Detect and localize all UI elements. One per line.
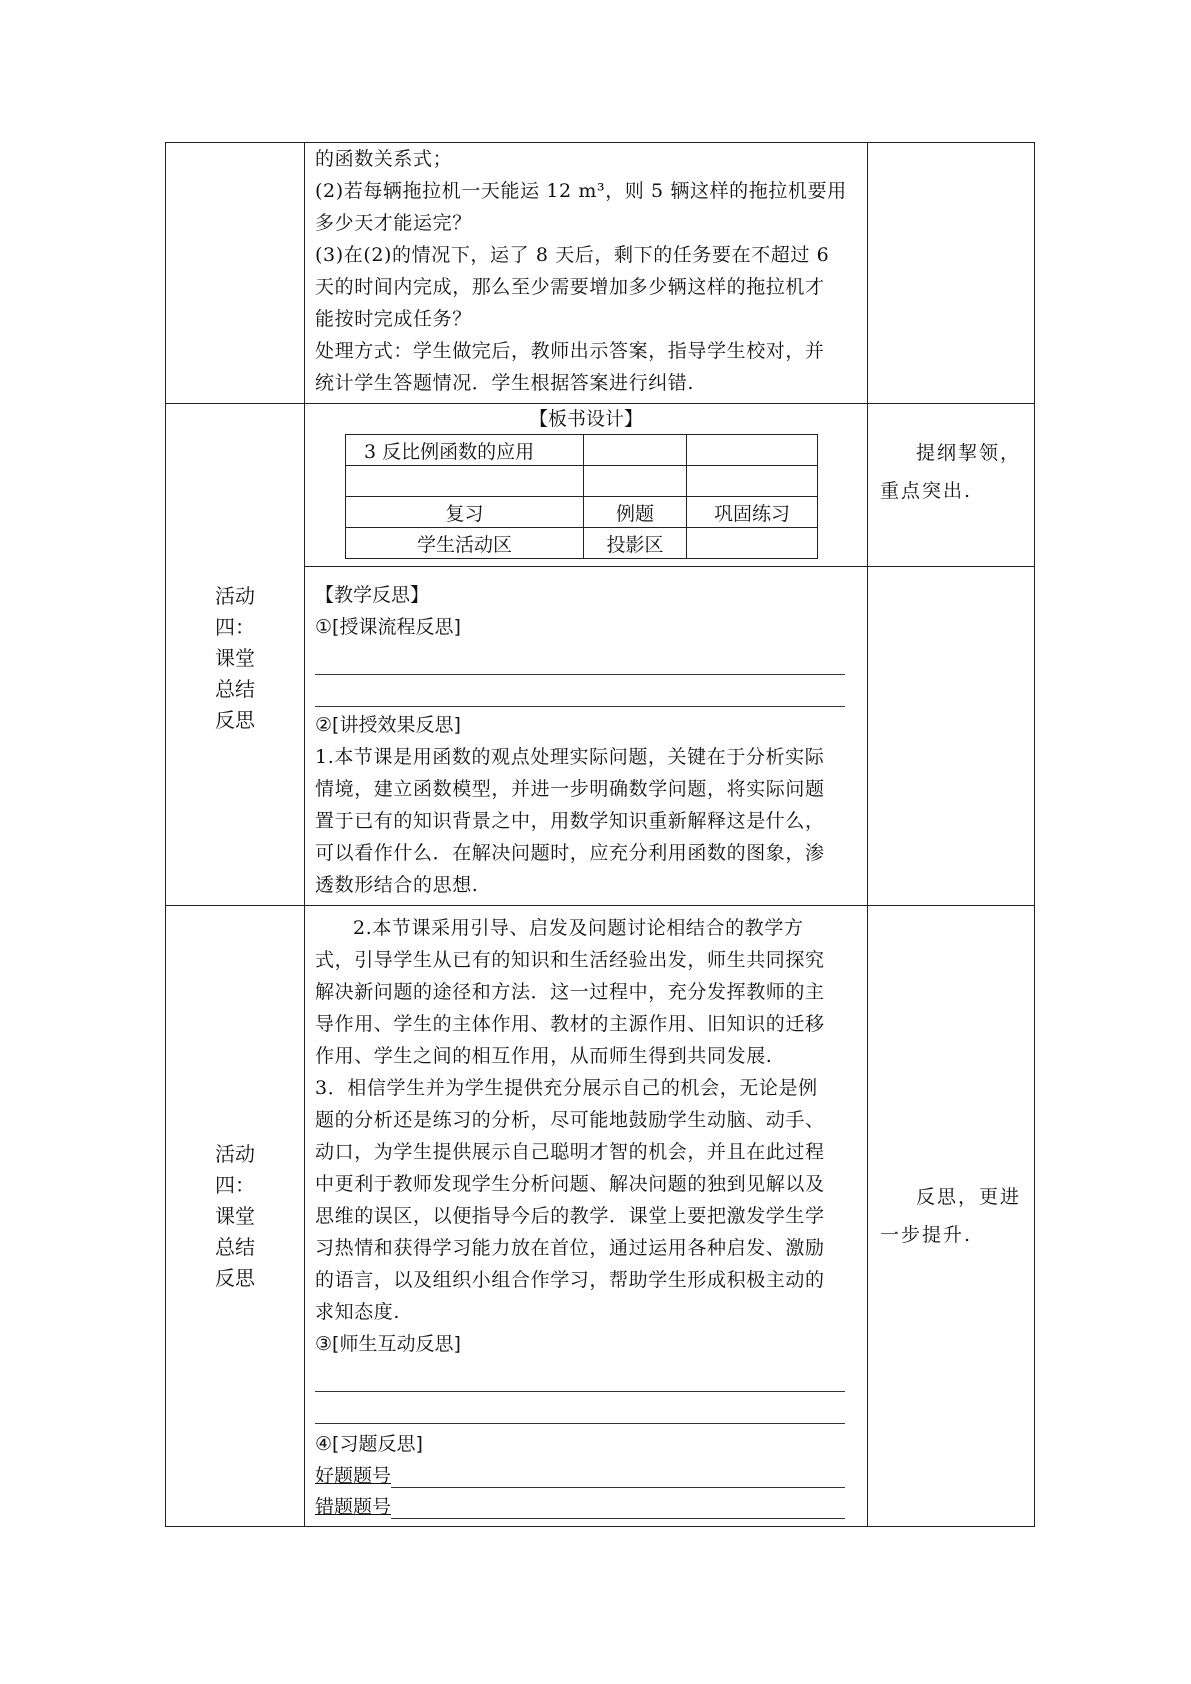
lesson-plan-table [165,142,1035,1527]
reflection-line: 情境，建立函数模型，并进一步明确数学问题，将实际问题 [315,778,825,800]
reflection-item-2: ②[讲授效果反思] [315,714,461,736]
reflection-line: 中更利于教师发现学生分析问题、解决问题的独到见解以及 [315,1173,825,1195]
reflection-line: 置于已有的知识背景之中，用数学知识重新解释这是什么， [315,810,825,832]
reflection-cell-2 [305,906,868,1527]
board-cell-practice: 巩固练习 [687,497,818,528]
problem-line-7: 处理方式：学生做完后，教师出示答案，指导学生校对，并 [315,340,825,362]
board-row [346,528,818,559]
cell-empty-right-3 [868,567,1035,906]
reflection-line: 动口，为学生提供展示自己聪明才智的机会，并且在此过程 [315,1141,825,1163]
board-cell [305,404,868,567]
reflection-heading: 【教学反思】 [315,584,430,606]
board-cell [584,435,687,466]
board-note-line-1: 提纲挈领， [916,442,1022,464]
blank-line[interactable] [315,1392,845,1424]
cell-empty-right-1 [868,143,1035,404]
reflection-note-cell [868,906,1035,1527]
board-cell [687,528,818,559]
board-cell [346,466,584,497]
reflection-line: 透数形结合的思想. [315,874,479,896]
problem-line-1: 的函数关系式； [315,148,453,170]
reflection-line: 思维的误区，以便指导今后的教学．课堂上要把激发学生学 [315,1205,825,1227]
reflection-item-3: ③[师生互动反思] [315,1333,461,1355]
reflection-line: 导作用、学生的主体作用、教材的主源作用、旧知识的迁移 [315,1013,825,1035]
reflection-line: 的语言，以及组织小组合作学习，帮助学生形成积极主动的 [315,1269,825,1291]
problem-cell [305,143,868,404]
reflection-item-1: ①[授课流程反思] [315,616,461,638]
table-row-reflection-1 [166,567,1035,906]
wrong-question-label: 错题题号 [315,1496,392,1518]
good-question-label: 好题题号 [315,1465,392,1487]
activity-label-line: 总结 [215,1234,255,1259]
cell-empty-left-2 [166,404,305,567]
board-cell-projection-area: 投影区 [584,528,687,559]
board-note-line-2: 重点突出. [880,480,973,502]
activity-label-line: 活动 [215,1141,255,1166]
activity-label-line: 课堂 [215,645,255,670]
problem-line-3: 多少天才能运完？ [315,212,472,234]
reflection-note-line-2: 一步提升. [880,1224,973,1246]
board-row [346,497,818,528]
problem-line-6: 能按时完成任务？ [315,308,472,330]
reflection-cell-1 [305,567,868,906]
blank-line[interactable] [315,643,845,675]
board-cell [687,435,818,466]
problem-line-5: 天的时间内完成，那么至少需要增加多少辆这样的拖拉机才 [315,276,825,298]
reflection-line: 1.本节课是用函数的观点处理实际问题，关键在于分析实际 [315,746,825,768]
table-row-reflection-2 [166,906,1035,1527]
good-question-underline [391,1487,845,1488]
board-note-cell [868,404,1035,567]
reflection-line: 解决新问题的途径和方法．这一过程中，充分发挥教师的主 [315,981,825,1003]
reflection-line: 2.本节课采用引导、启发及问题讨论相结合的教学方 [353,917,804,939]
good-question-field[interactable] [315,1460,857,1491]
activity-label-line: 四： [215,1172,255,1197]
board-design-table [345,434,818,559]
cell-empty-left-1 [166,143,305,404]
activity-label-line: 活动 [215,583,255,608]
reflection-line: 3．相信学生并为学生提供充分展示自己的机会，无论是例 [315,1077,818,1099]
blank-line[interactable] [315,675,845,707]
board-row [346,466,818,497]
activity-label-cell-2 [166,906,305,1527]
problem-line-2: (2)若每辆拖拉机一天能运 12 m³，则 5 辆这样的拖拉机要用 [315,180,847,202]
reflection-line: 式，引导学生从已有的知识和生活经验出发，师生共同探究 [315,949,825,971]
reflection-line: 习热情和获得学习能力放在首位，通过运用各种启发、激励 [315,1237,825,1259]
board-cell-title: 3 反比例函数的应用 [346,435,584,466]
board-cell-student-area: 学生活动区 [346,528,584,559]
reflection-item-4: ④[习题反思] [315,1433,423,1455]
board-cell [687,466,818,497]
reflection-note-line-1: 反思，更进 [916,1186,1022,1208]
table-row-board [166,404,1035,567]
reflection-line: 作用、学生之间的相互作用，从而师生得到共同发展. [315,1045,773,1067]
activity-label-line: 四： [215,614,255,639]
problem-line-4: (3)在(2)的情况下，运了 8 天后，剩下的任务要在不超过 6 [315,244,830,266]
activity-label-line: 反思 [215,707,255,732]
board-heading: 【板书设计】 [528,408,643,430]
activity-label-line: 反思 [215,1265,255,1290]
board-row [346,435,818,466]
wrong-question-underline [391,1518,845,1519]
board-cell-example: 例题 [584,497,687,528]
wrong-question-field[interactable] [315,1491,857,1522]
activity-label-line: 总结 [215,676,255,701]
blank-line[interactable] [315,1360,845,1392]
activity-label-cell-1 [166,567,305,906]
reflection-line: 求知态度. [315,1301,401,1323]
reflection-line: 题的分析还是练习的分析，尽可能地鼓励学生动脑、动手、 [315,1109,825,1131]
board-cell [584,466,687,497]
reflection-line: 可以看作什么．在解决问题时，应充分利用函数的图象，渗 [315,842,825,864]
table-row-problem [166,143,1035,404]
problem-line-8: 统计学生答题情况．学生根据答案进行纠错. [315,372,695,394]
activity-label-line: 课堂 [215,1203,255,1228]
board-cell-review: 复习 [346,497,584,528]
